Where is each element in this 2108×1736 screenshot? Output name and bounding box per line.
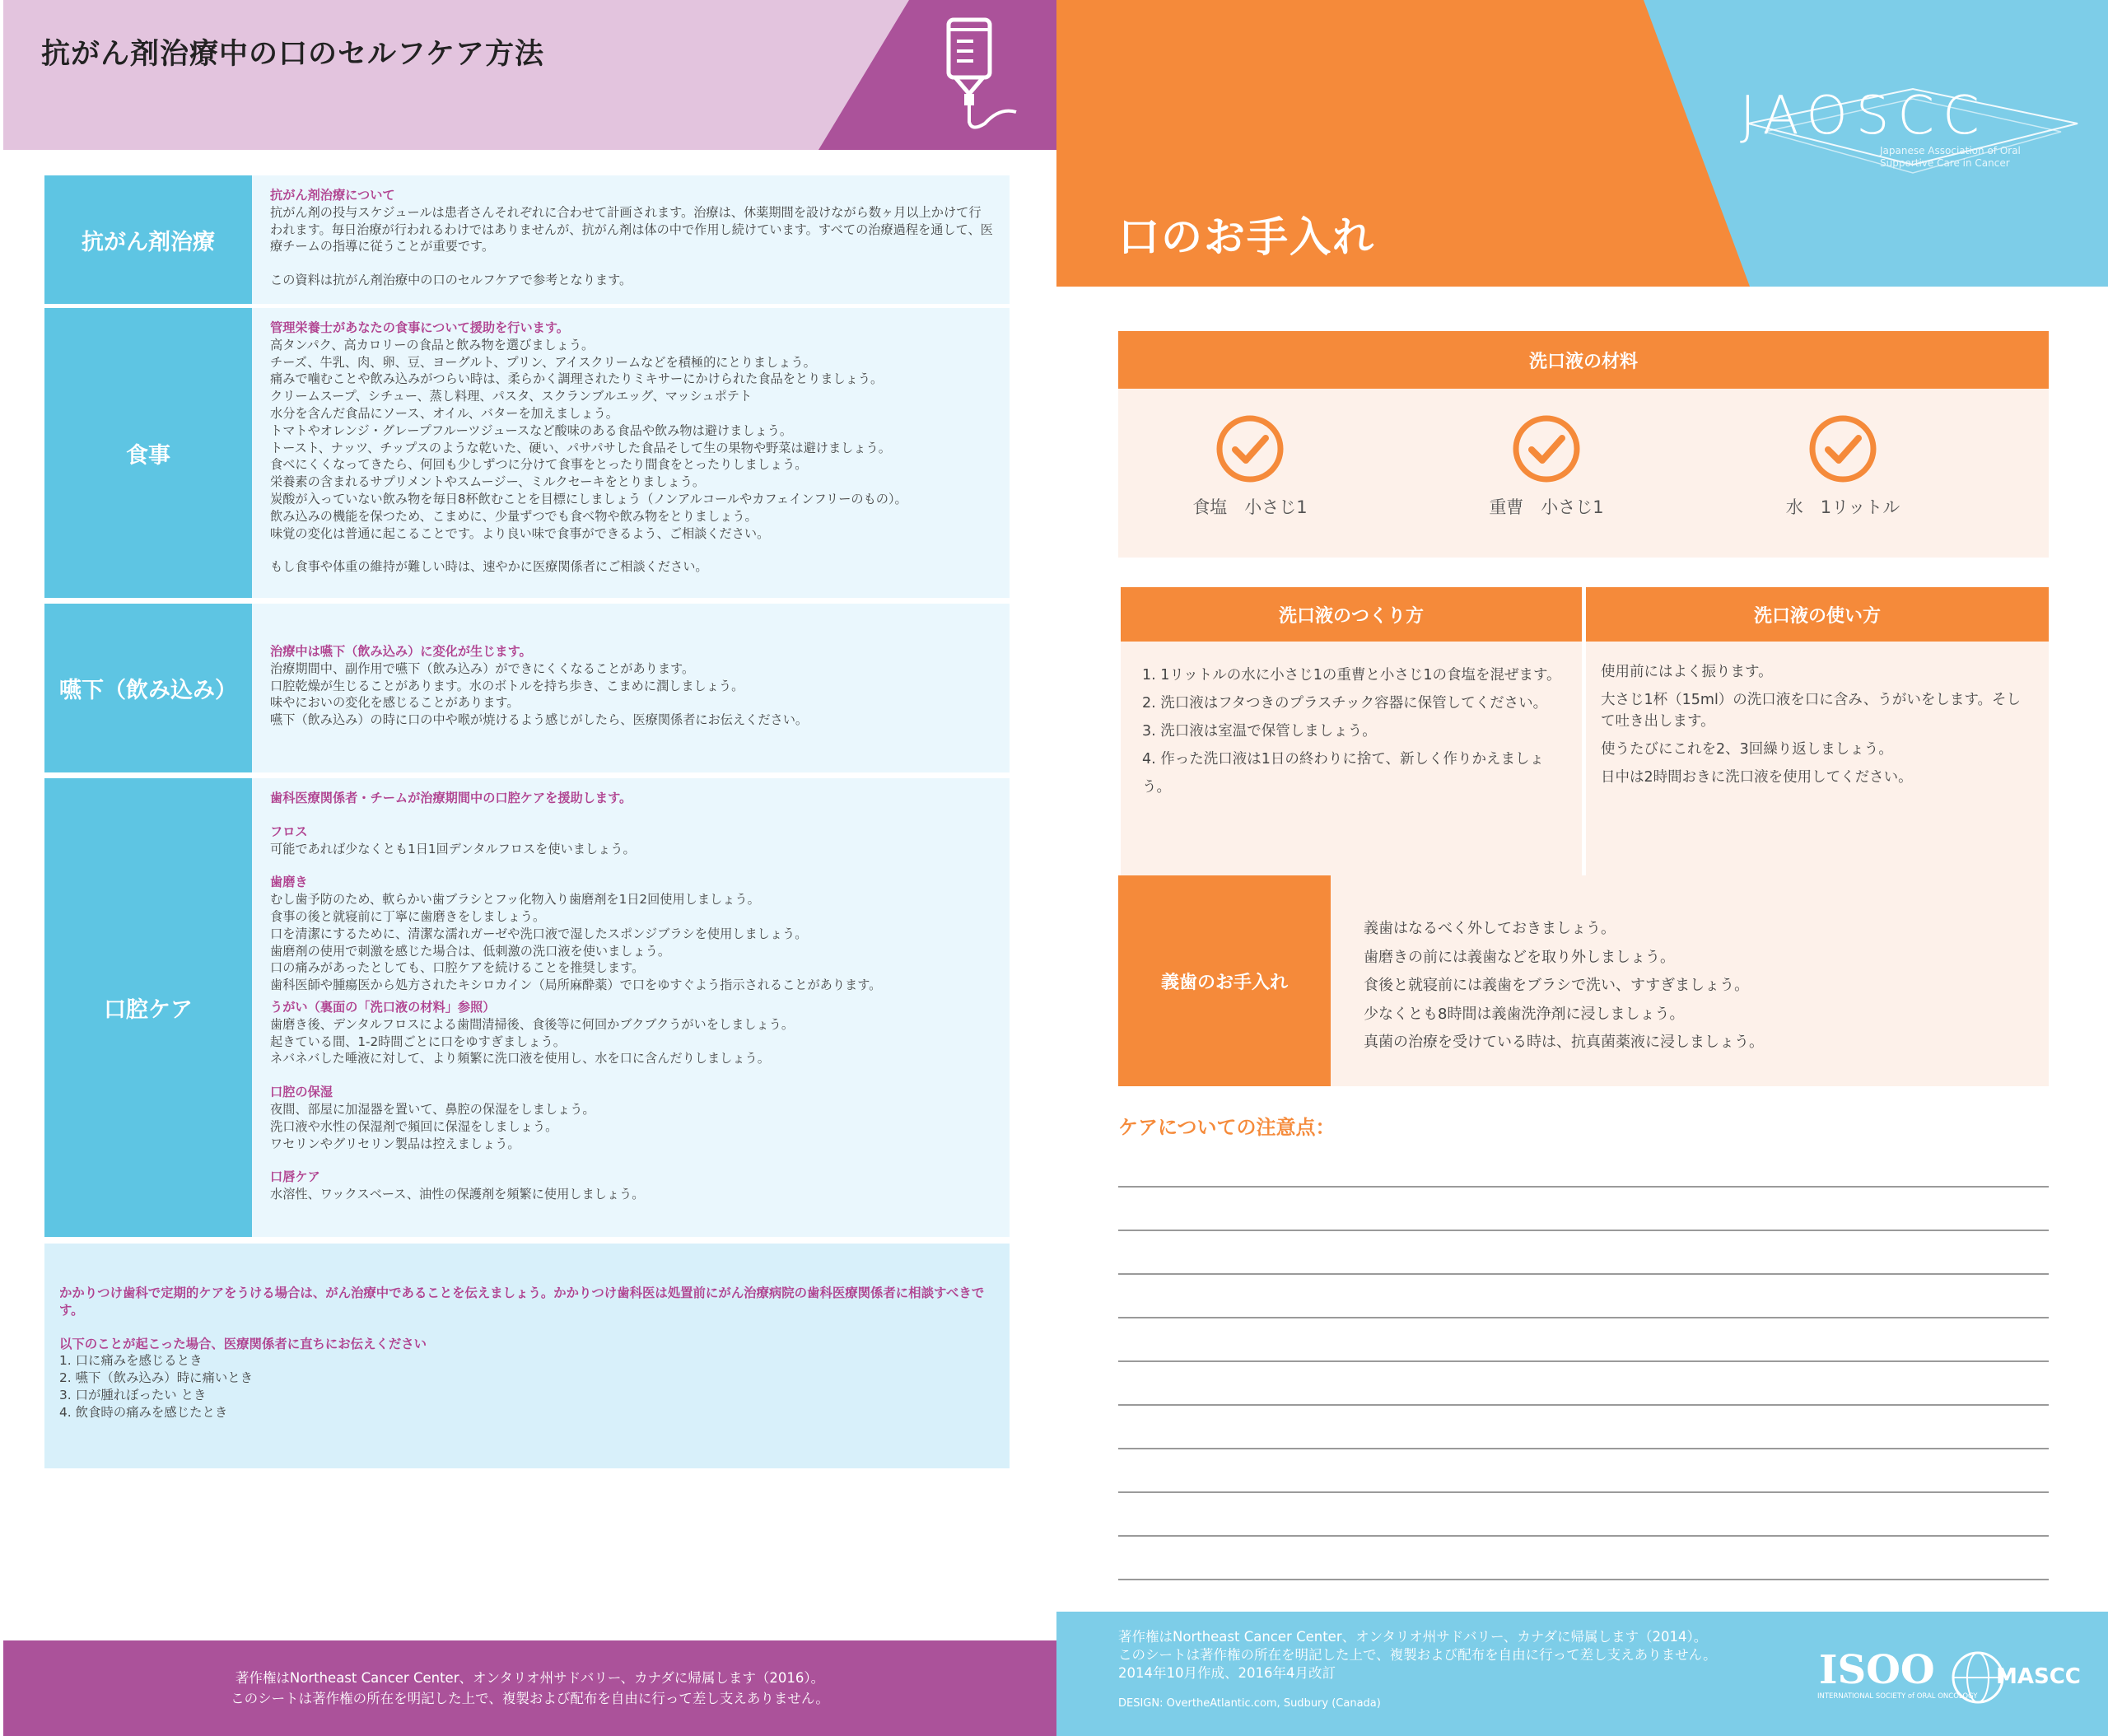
body-line: 味覚の変化は普通に起こることです。より良い味で食事ができるよう、ご相談ください。 [270, 525, 770, 541]
page-title: 抗がん剤治療中の口のセルフケア方法 [41, 38, 544, 71]
body-line: 歯磨剤の使用で刺激を感じた場合は、低刺激の洗口液を使いましょう。 [270, 943, 670, 959]
section-label: 口腔ケア [44, 778, 252, 1237]
section-body [270, 790, 995, 1203]
section-swallowing [44, 604, 1010, 772]
denture-item: 歯磨きの前には義歯などを取り外しましょう。 [1364, 948, 1675, 966]
alert-heading: 以下のことが起こった場合、医療関係者に直ちにお伝えください [59, 1336, 427, 1351]
step-item: 2. 洗口液はフタつきのプラスチック容器に保管してください。 [1142, 695, 1548, 712]
copyright-block [1118, 1628, 1717, 1682]
step-item: 4. 作った洗口液は1日の終わりに捨て、新しく作りかえましょう。 [1142, 751, 1545, 796]
section-note: もし食事や体重の維持が難しい時は、速やかに医療関係者にご相談ください。 [270, 559, 708, 575]
ingredient-item [1744, 413, 1942, 519]
body-line: われます。毎日治療が行われるわけではありませんが、抗がん剤は体の中で作用し続けています。すべての治療過程を通して、医 [270, 222, 993, 237]
writing-line [1118, 1404, 2049, 1406]
subsection-title: 口唇ケア [270, 1169, 320, 1185]
mascc-logo-icon [1950, 1640, 2090, 1715]
check-circle-icon [1807, 413, 1878, 484]
mascc-logo-text: MASCC [1996, 1664, 2081, 1689]
panel-heading: 洗口液の使い方 [1586, 587, 2049, 642]
body-line: トースト、ナッツ、チップスのような乾いた、硬い、パサパサした食品そして生の果物や野菜は避けましょう。 [270, 440, 891, 455]
check-circle-icon [1215, 413, 1285, 484]
body-line: 歯磨き後、デンタルフロスによる歯間清掃後、食後等に何回かブクブクうがいをしましょう。 [270, 1016, 795, 1032]
section-body [270, 320, 995, 576]
subsection-title: 歯磨き [270, 875, 308, 890]
copyright-line: このシートは著作権の所在を明記した上で、複製および配布を自由に行って差し支えありません。 [231, 1691, 829, 1706]
denture-item: 真菌の治療を受けている時は、抗真菌薬液に浸しましょう。 [1364, 1034, 1764, 1051]
contact-note [44, 1244, 1010, 1468]
step-item: 大さじ1杯（15ml）の洗口液を口に含み、うがいをします。そして吐き出します。 [1601, 692, 2021, 730]
ingredient-label: 水 1リットル [1785, 497, 1900, 517]
copyright-line: 著作権はNortheast Cancer Center、オンタリオ州サドバリー、カナダに帰属します（2014）。 [1118, 1629, 1708, 1645]
body-line: 痛みで噛むことや飲み込みがつらい時は、柔らかく調理されたりミキサーにかけられた食品をとりましょう。 [270, 371, 884, 387]
check-circle-icon [1511, 413, 1582, 484]
ingredient-item [1151, 413, 1349, 519]
isoo-logo-text: ISOO [1819, 1647, 1935, 1693]
step-item: 1. 1リットルの水に小さじ1の重曹と小さじ1の食塩を混ぜます。 [1142, 667, 1561, 684]
body-line: 水溶性、ワックスベース、油性の保護剤を頻繁に使用しましょう。 [270, 1187, 645, 1202]
panel-heading: 洗口液の材料 [1118, 331, 2049, 389]
body-line: ワセリンやグリセリン製品は控えましょう。 [270, 1136, 520, 1151]
body-line: 嚥下（飲み込み）の時に口の中や喉が焼けるよう感じがしたら、医療関係者にお伝えください。 [270, 712, 809, 728]
section-chemotherapy [44, 175, 1010, 304]
copyright-line: このシートは著作権の所在を明記した上で、複製および配布を自由に行って差し支えありません。 [1118, 1647, 1717, 1663]
writing-line [1118, 1360, 2049, 1362]
writing-line [1118, 1186, 2049, 1188]
iv-drip-icon [934, 15, 1024, 134]
alert-item: 2. 嚥下（飲み込み）時に痛いとき [59, 1370, 254, 1386]
writing-line [1118, 1317, 2049, 1318]
body-line: 洗口液や水性の保湿剤で頻回に保湿をしましょう。 [270, 1118, 558, 1134]
section-heading: 抗がん剤治療について [270, 188, 395, 203]
alert-item: 4. 飲食時の痛みを感じたとき [59, 1404, 228, 1420]
writing-line [1118, 1491, 2049, 1493]
header-accent [3, 0, 1056, 150]
body-line: 口の痛みがあったとしても、口腔ケアを続けることを推奨します。 [270, 960, 645, 976]
ingredient-label: 重曹 小さじ1 [1489, 497, 1604, 517]
left-header [3, 0, 1056, 150]
section-heading: 歯科医療関係者・チームが治療期間中の口腔ケアを援助します。 [270, 791, 632, 805]
design-credit: DESIGN: OvertheAtlantic.com, Sudbury (Canada) [1118, 1697, 1381, 1710]
section-label: 食事 [44, 308, 252, 598]
panel-heading: 義歯のお手入れ [1118, 875, 1331, 1086]
body-line: 炭酸が入っていない飲み物を毎日8杯飲むことを目標にしましょう（ノンアルコールやカフェインフリーのもの）。 [270, 491, 907, 506]
section-body [270, 643, 995, 729]
body-line: 療チームの指導に従うことが重要です。 [270, 239, 495, 254]
subsection-title: うがい（裏面の「洗口液の材料」参照） [270, 999, 496, 1015]
body-line: 食べにくくなってきたら、何回も少しずつに分けて食事をとったり間食をとったりしましょう。 [270, 457, 808, 473]
logo-subtext: Japanese Association of Oral Supportive Care in Cancer [1880, 145, 2021, 169]
copyright-line: 著作権はNortheast Cancer Center、オンタリオ州サドバリー、カナダに帰属します（2016）。 [235, 1670, 825, 1686]
denture-item: 食後と就寝前には義歯をブラシで洗い、すすぎましょう。 [1364, 977, 1750, 994]
body-line: 口腔乾燥が生じることがあります。水のボトルを持ち歩き、こまめに潤しましょう。 [270, 678, 744, 693]
body-line: 飲み込みの機能を保つため、こまめに、少量ずつでも食べ物や飲み物をとりましょう。 [270, 508, 758, 524]
body-line: 治療期間中、副作用で嚥下（飲み込み）ができにくくなることがあります。 [270, 660, 695, 676]
how-to-use-panel [1586, 587, 2049, 877]
body-line: 可能であれば少なくとも1日1回デンタルフロスを使いましょう。 [270, 841, 636, 856]
panel-heading: 洗口液のつくり方 [1121, 587, 1582, 642]
body-line: ネバネバした唾液に対して、より頻繁に洗口液を使用し、水を口に含んだりしましょう。 [270, 1051, 770, 1066]
body-line: 口を清潔にするために、清潔な濡れガーゼや洗口液で湿したスポンジブラシを使用しましょう。 [270, 926, 808, 941]
step-item: 日中は2時間おきに洗口液を使用してください。 [1601, 769, 1913, 786]
copyright-line: 2014年10月作成、2016年4月改訂 [1118, 1665, 1336, 1681]
body-line: 抗がん剤の投与スケジュールは患者さんそれぞれに合わせて計画されます。治療は、休薬期間を設けながら数ヶ月以上かけて行 [270, 204, 982, 220]
steps-list [1121, 642, 1582, 801]
body-line: クリームスープ、シチュー、蒸し料理、パスタ、スクランブルエッグ、マッシュポテト [270, 389, 753, 404]
writing-line [1118, 1448, 2049, 1449]
body-line: チーズ、牛乳、肉、卵、豆、ヨーグルト、プリン、アイスクリームなどを積極的にとりましょう。 [270, 354, 816, 370]
section-body [270, 187, 995, 289]
denture-care-panel [1118, 875, 2049, 1086]
section-heading: 治療中は嚥下（飲み込み）に変化が生じます。 [270, 644, 532, 659]
writing-line [1118, 1273, 2049, 1275]
step-item: 使用前にはよく振ります。 [1601, 664, 1773, 680]
section-label: 抗がん剤治療 [44, 175, 252, 304]
subsection-title: フロス [270, 824, 308, 839]
writing-line [1118, 1230, 2049, 1231]
dental-note: かかりつけ歯科で定期的ケアをうける場合は、がん治療中であることを伝えましょう。かかりつけ歯科医は処置前にがん治療病院の歯科医療関係者に相談すべきです。 [59, 1286, 985, 1318]
isoo-logo-icon [1814, 1640, 1978, 1715]
body-line: 水分を含んだ食品にソース、オイル、バターを加えましょう。 [270, 405, 618, 421]
steps-list [1586, 642, 2049, 788]
logo-text: JAOSCC [1740, 86, 1988, 147]
subsection-title: 口腔の保湿 [270, 1085, 333, 1100]
body-line: むし歯予防のため、軟らかい歯ブラシとフッ化物入り歯磨剤を1日2回使用しましょう。 [270, 892, 760, 908]
section-label: 嚥下（飲み込み） [44, 604, 252, 772]
denture-item: 義歯はなるべく外しておきましょう。 [1364, 920, 1616, 937]
denture-item: 少なくとも8時間は義歯洗浄剤に浸しましょう。 [1364, 1005, 1685, 1023]
alert-item: 1. 口に痛みを感じるとき [59, 1353, 203, 1369]
step-item: 3. 洗口液は室温で保管しましょう。 [1142, 723, 1377, 740]
body-line: 栄養素の含まれるサプリメントやスムージー、ミルクセーキをとりましょう。 [270, 474, 706, 490]
body-line: 夜間、部屋に加湿器を置いて、鼻腔の保湿をしましょう。 [270, 1101, 595, 1117]
body-line: 高タンパク、高カロリーの食品と飲み物を選びましょう。 [270, 337, 595, 352]
section-heading: 管理栄養士があなたの食事について援助を行います。 [270, 320, 569, 335]
section-diet [44, 308, 1010, 598]
how-to-make-panel [1121, 587, 1582, 877]
alert-item: 3. 口が腫れぼったい とき [59, 1387, 207, 1402]
section-note: この資料は抗がん剤治療中の口のセルフケアで参考となります。 [270, 273, 632, 288]
writing-line [1118, 1579, 2049, 1580]
left-footer [3, 1640, 1056, 1736]
body-line: 食事の後と就寝前に丁寧に歯磨きをしましょう。 [270, 908, 546, 924]
right-page [1056, 0, 2108, 1736]
writing-line [1118, 1535, 2049, 1537]
ingredient-item [1448, 413, 1645, 519]
body-line: 味やにおいの変化を感じることがあります。 [270, 695, 520, 711]
isoo-logo-subtext: INTERNATIONAL SOCIETY of ORAL ONCOLOGY [1817, 1692, 1978, 1701]
right-footer [1056, 1612, 2108, 1736]
cautions-label: ケアについての注意点： [1118, 1116, 1336, 1139]
right-header [1056, 0, 2108, 287]
step-item: 使うたびにこれを2、3回繰り返しましょう。 [1601, 741, 1893, 758]
ingredient-label: 食塩 小さじ1 [1192, 497, 1308, 517]
body-line: 起きている間、1-2時間ごとに口をゆすぎましょう。 [270, 1034, 566, 1049]
section-oral-care [44, 778, 1010, 1237]
body-line: 歯科医師や腫瘍医から処方されたキシロカイン（局所麻酔薬）で口をゆすぐよう指示されることがあります。 [270, 978, 882, 993]
ingredients-panel [1118, 331, 2049, 558]
denture-list [1364, 915, 1764, 1057]
page-title: 口のお手入れ [1118, 213, 1375, 261]
body-line: トマトやオレンジ・グレープフルーツジュースなど酸味のある食品や飲み物は避けましょう。 [270, 422, 793, 438]
